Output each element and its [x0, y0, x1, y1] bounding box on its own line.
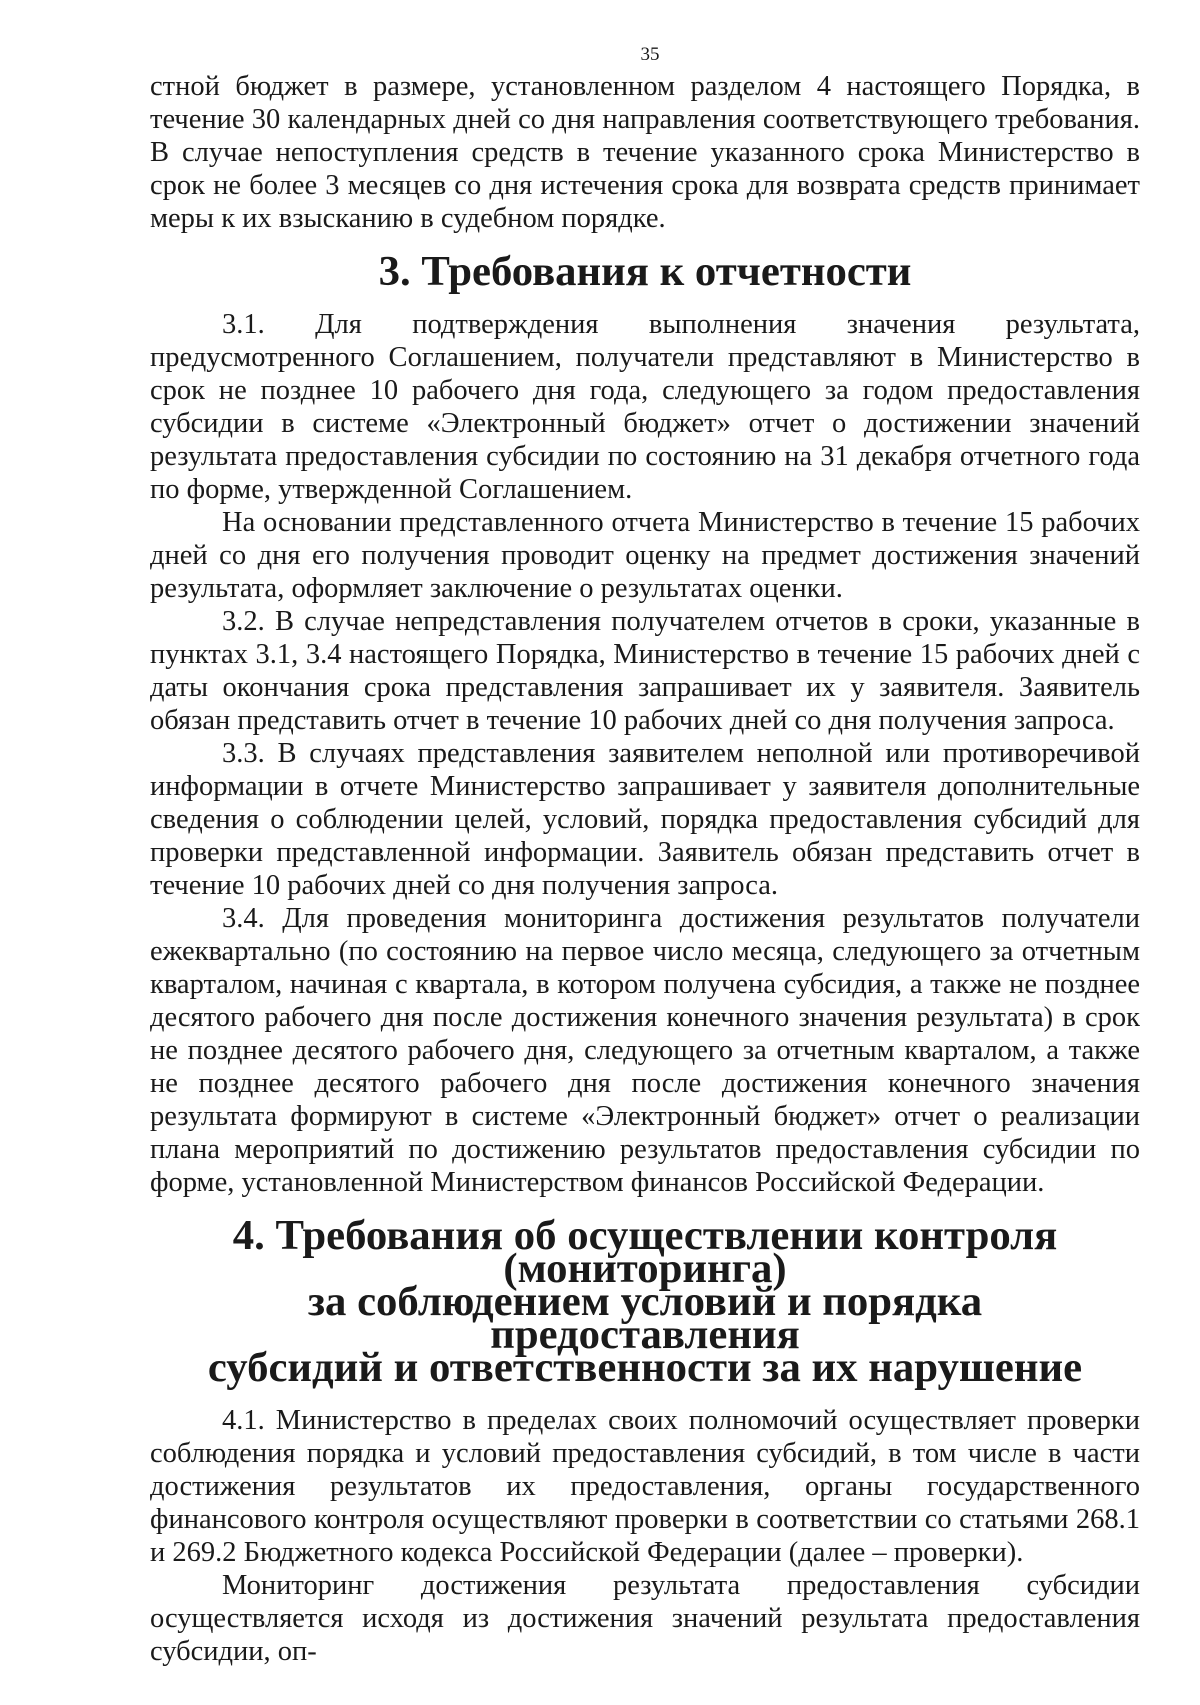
- paragraph-4-1-continuation: Мониторинг достижения результата предоставления субсидии осуществляется исходя из достижения значений результата предоставления субсидии, оп-: [150, 1570, 1140, 1667]
- paragraph-3-1: 3.1. Для подтверждения выполнения значения результата, предусмотренного Соглашением, получатели представляют в Министерство в срок не позднее 10 рабочего дня года, следующего за годом предоставления субсидии в системе «Электронный бюджет» отчет о достижении значений результата предоставления субсидии по состоянию на 31 декабря отчетного года по форме, утвержденной Соглашением.: [150, 309, 1140, 505]
- section-3-heading: 3. Требования к отчетности: [378, 248, 912, 295]
- paragraph-3-4: 3.4. Для проведения мониторинга достижения результатов получатели ежеквартально (по состоянию на первое число месяца, следующего за отчетным кварталом, начиная с квартала, в котором получена субсидия, а также не позднее десятого рабочего дня после достижения конечного значения результата) в срок не позднее десятого рабочего дня, следующего за отчетным кварталом, а также не позднее десятого рабочего дня после достижения конечного значения результата формируют в системе «Электронный бюджет» отчет о реализации плана мероприятий по достижению результатов предоставления субсидии по форме, установленной Министерством финансов Российской Федерации.: [150, 903, 1140, 1198]
- page-number: 35: [640, 44, 660, 65]
- paragraph-3-1-continuation: На основании представленного отчета Министерство в течение 15 рабочих дней со дня его получения проводит оценку на предмет достижения значений результата, оформляет заключение о результатах оценки.: [150, 507, 1140, 604]
- section-4-heading-line-3: субсидий и ответственности за их нарушение: [207, 1344, 1083, 1391]
- section-4-heading-line-1: 4. Требования об осуществлении контроля (мониторинга): [232, 1212, 1058, 1292]
- section-4-heading: [150, 1212, 1140, 1391]
- document-page: [150, 44, 1140, 1668]
- section-4-heading-line-2: за соблюдением условий и порядка предоставления: [307, 1278, 983, 1358]
- paragraph-4-1: 4.1. Министерство в пределах своих полномочий осуществляет проверки соблюдения порядка и условий предоставления субсидий, в том числе в части достижения результатов их предоставления, органы государственного финансового контроля осуществляют проверки в соответствии со статьями 268.1 и 269.2 Бюджетного кодекса Российской Федерации (далее – проверки).: [150, 1405, 1140, 1568]
- paragraph-3-2: 3.2. В случае непредставления получателем отчетов в сроки, указанные в пунктах 3.1, 3.4 настоящего Порядка, Министерство в течение 15 рабочих дней с даты окончания срока представления запрашивает их у заявителя. Заявитель обязан представить отчет в течение 10 рабочих дней со дня получения запроса.: [150, 606, 1140, 736]
- intro-paragraph: стной бюджет в размере, установленном разделом 4 настоящего Порядка, в течение 30 календарных дней со дня направления соответствующего требования. В случае непоступления средств в течение указанного срока Министерство в срок не более 3 месяцев со дня истечения срока для возврата средств принимает меры к их взысканию в судебном порядке.: [150, 71, 1140, 234]
- paragraph-3-3: 3.3. В случаях представления заявителем неполной или противоречивой информации в отчете Министерство запрашивает у заявителя дополнительные сведения о соблюдении целей, условий, порядка предоставления субсидий для проверки представленной информации. Заявитель обязан представить отчет в течение 10 рабочих дней со дня получения запроса.: [150, 738, 1140, 901]
